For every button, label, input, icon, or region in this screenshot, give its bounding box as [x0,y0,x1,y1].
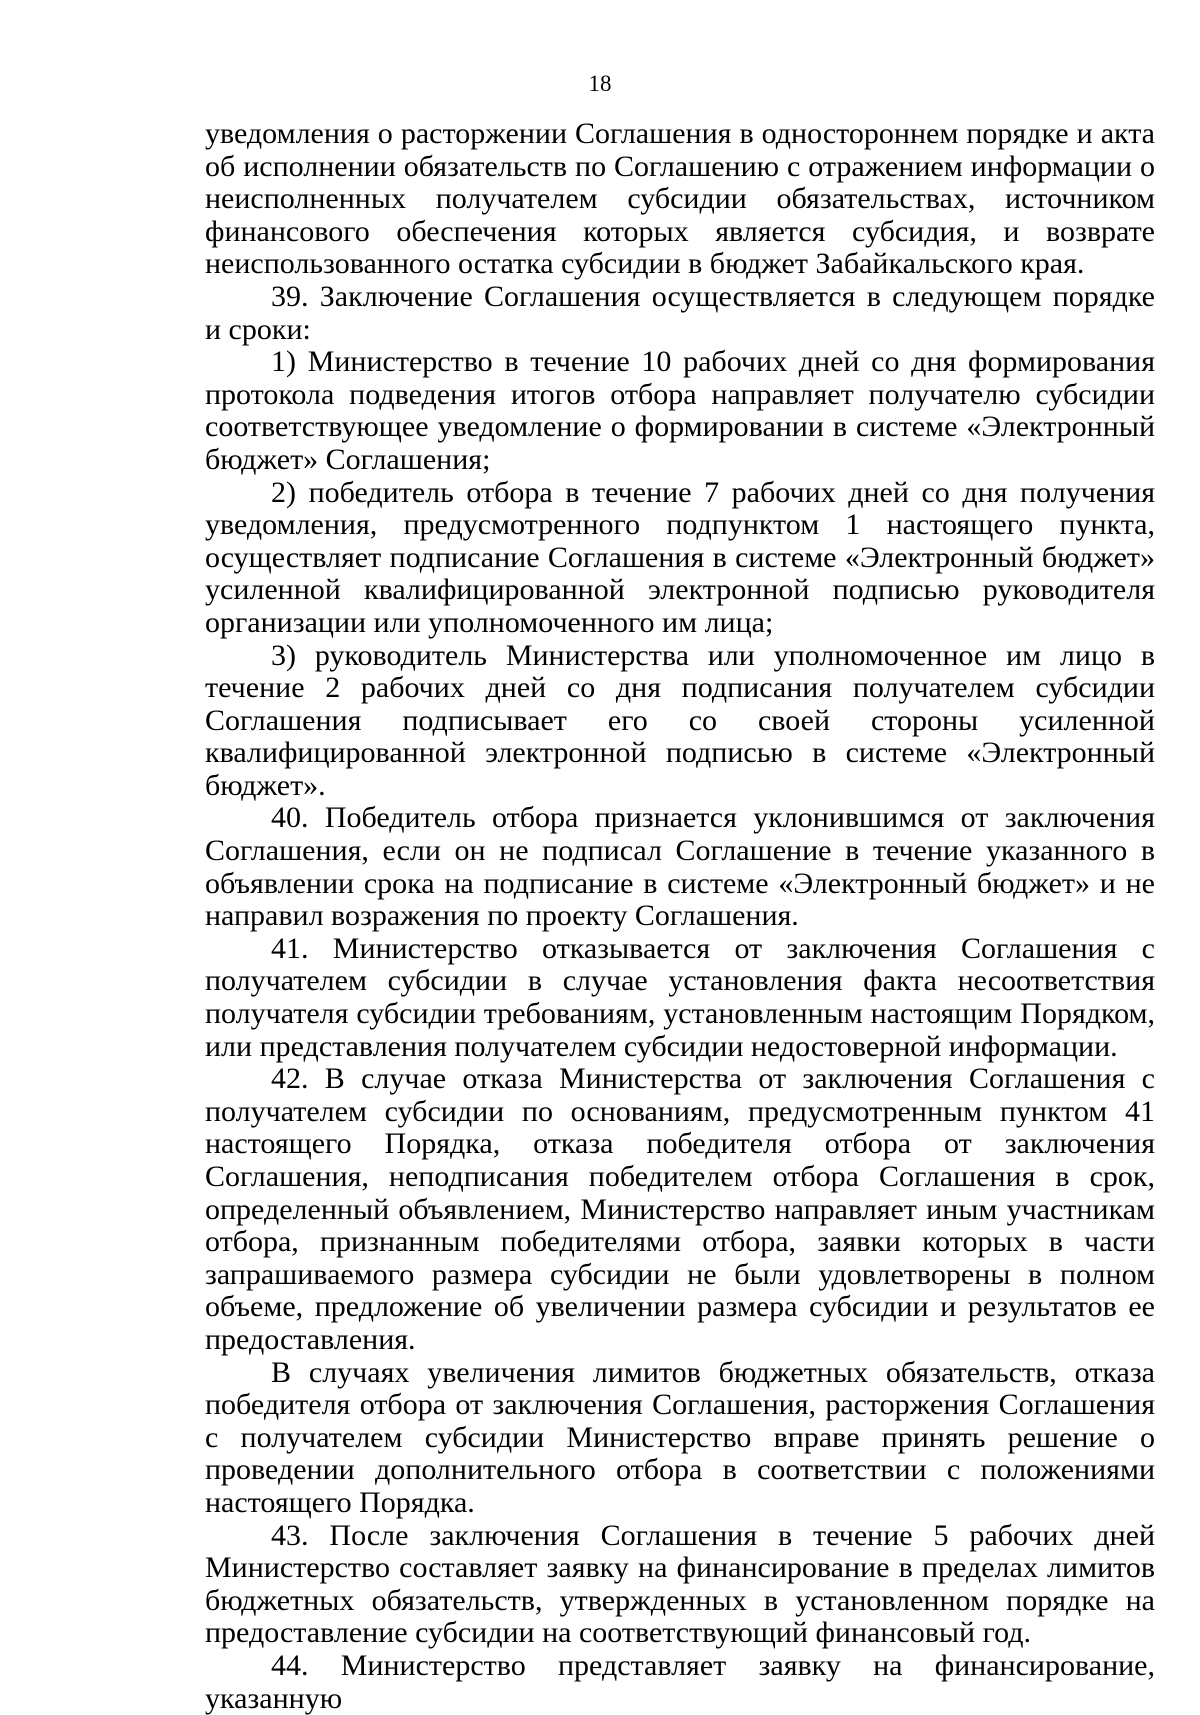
paragraph-44: 44. Министерство представляет заявку на финансирование, указанную [205,1648,1155,1715]
paragraph-39-item-2: 2) победитель отбора в течение 7 рабочих дней со дня получения уведомления, предусмотренного подпунктом 1 настоящего пункта, осуществляет подписание Соглашения в системе «Электронный бюджет» усиленной квалифицированной электронной подписью руководителя организации или уполномоченного им лица; [205,475,1155,639]
paragraph-41: 41. Министерство отказывается от заключения Соглашения с получателем субсидии в случае установления факта несоответствия получателя субсидии требованиям, установленным настоящим Порядком, или представления получателем субсидии недостоверной информации. [205,931,1155,1063]
paragraph-39-item-3: 3) руководитель Министерства или уполномоченное им лицо в течение 2 рабочих дней со дня подписания получателем субсидии Соглашения подписывает его со своей стороны усиленной квалифицированной электронной подписью в системе «Электронный бюджет». [205,638,1155,802]
paragraph-notice-continuation: уведомления о расторжении Соглашения в одностороннем порядке и акта об исполнении обязательств по Соглашению с отражением информации о неисполненных получателем субсидии обязательствах, источником финансового обеспечения которых является субсидия, и возврате неиспользованного остатка субсидии в бюджет Забайкальского края. [205,117,1155,281]
paragraph-42: 42. В случае отказа Министерства от заключения Соглашения с получателем субсидии по основаниям, предусмотренным пунктом 41 настоящего Порядка, отказа победителя отбора от заключения Соглашения, неподписания победителем отбора Соглашения в срок, определенный объявлением, Министерство направляет иным участникам отбора, признанным победителями отбора, заявки которых в части запрашиваемого размера субсидии не были удовлетворены в полном объеме, предложение об увеличении размера субсидии и результатов ее предоставления. [205,1062,1155,1356]
paragraph-40: 40. Победитель отбора признается уклонившимся от заключения Соглашения, если он не подписал Соглашение в течение указанного в объявлении срока на подписание в системе «Электронный бюджет» и не направил возражения по проекту Соглашения. [205,801,1155,933]
paragraph-39-item-1: 1) Министерство в течение 10 рабочих дней со дня формирования протокола подведения итогов отбора направляет получателю субсидии соответствующее уведомление о формировании в системе «Электронный бюджет» Соглашения; [205,345,1155,476]
page-number: 18 [588,71,612,96]
document-body [205,118,1155,1715]
paragraph-42-addendum: В случаях увеличения лимитов бюджетных обязательств, отказа победителя отбора от заключения Соглашения, расторжения Соглашения с получателем субсидии Министерство вправе принять решение о проведении дополнительного отбора в соответствии с положениями настоящего Порядка. [205,1355,1155,1519]
paragraph-43: 43. После заключения Соглашения в течение 5 рабочих дней Министерство составляет заявку на финансирование в пределах лимитов бюджетных обязательств, утвержденных в установленном порядке на предоставление субсидии на соответствующий финансовый год. [205,1518,1155,1650]
paragraph-39: 39. Заключение Соглашения осуществляется в следующем порядке и сроки: [205,279,1155,346]
